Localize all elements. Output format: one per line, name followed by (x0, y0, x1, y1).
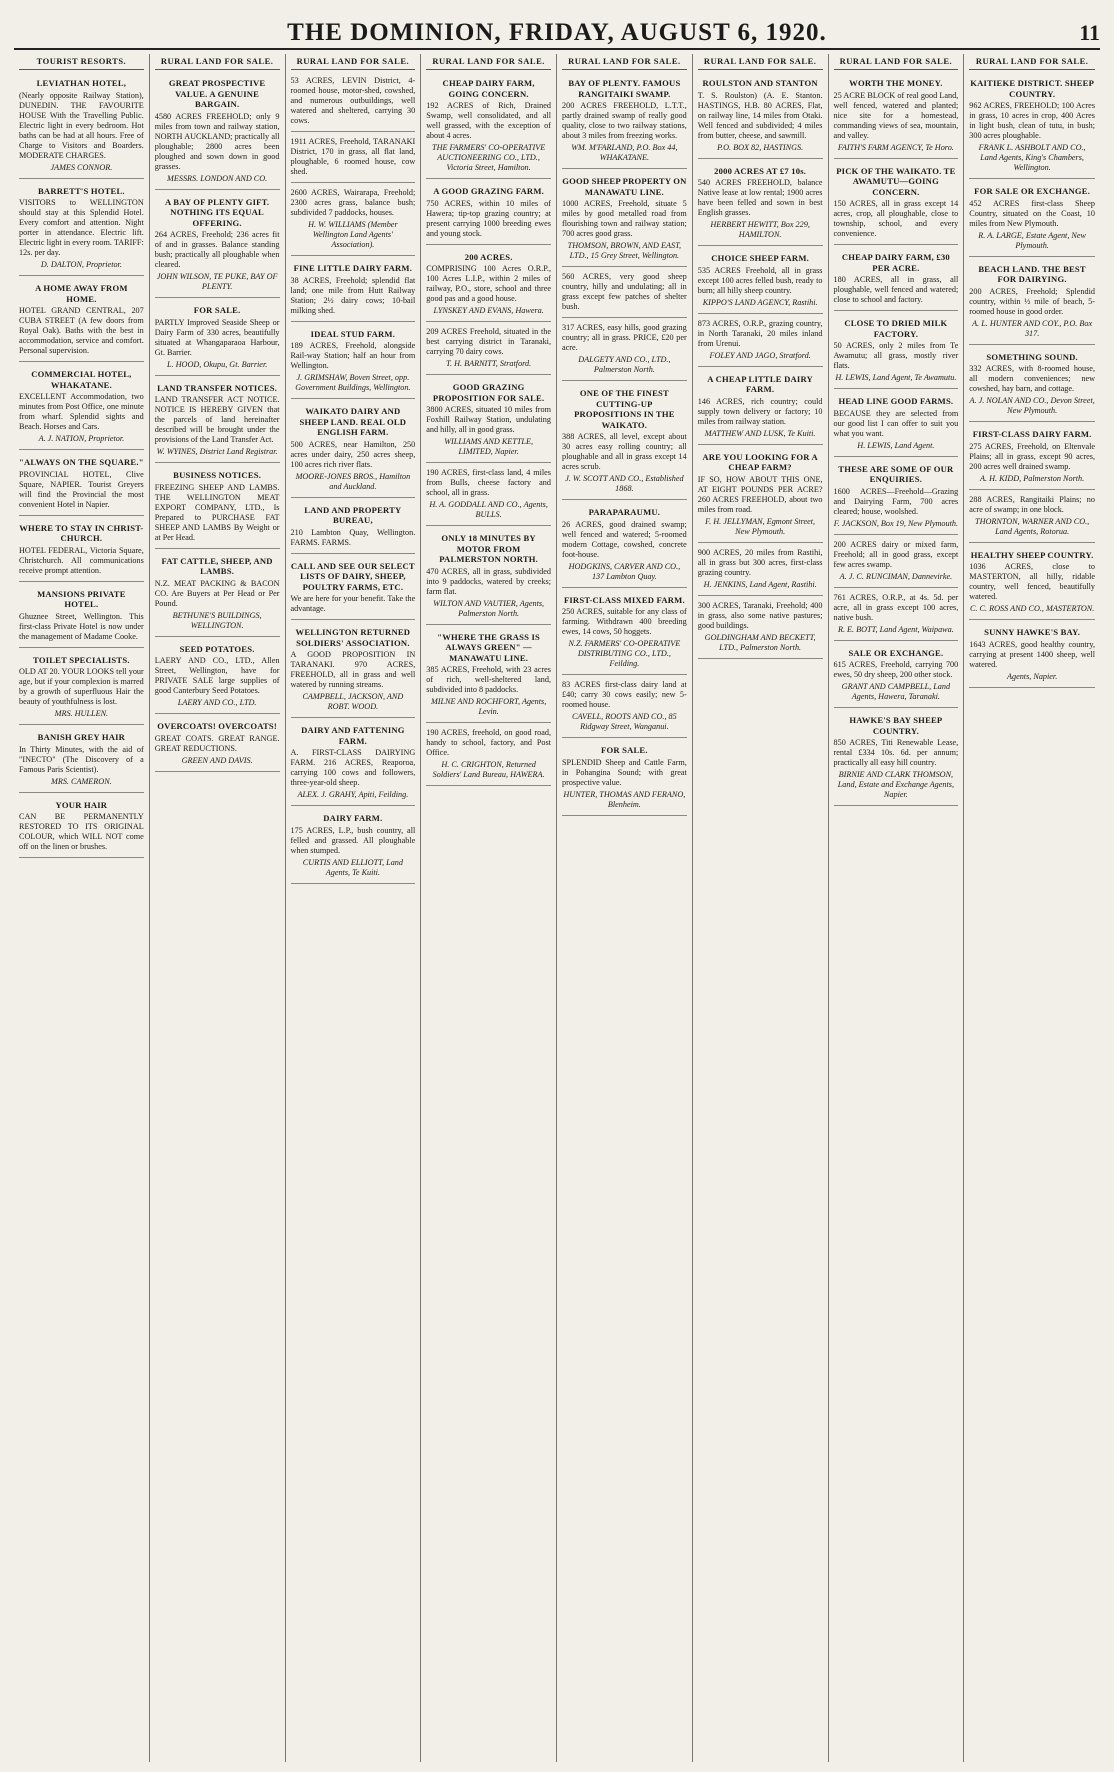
classified-ad (834, 537, 959, 588)
ad-title: TOILET SPECIALISTS. (33, 654, 130, 665)
ad-signature: HUNTER, THOMAS AND FERANO, Blenheim. (563, 789, 686, 809)
ad-title: HEAD LINE GOOD FARMS. (838, 396, 954, 407)
classified-ad (834, 73, 959, 158)
ad-title: YOUR HAIR (55, 799, 108, 810)
ad-signature: R. A. LARGE, Estate Agent, New Plymouth. (978, 230, 1086, 250)
column-6 (693, 54, 829, 1762)
ad-title: WHERE TO STAY IN CHRIST-CHURCH. (19, 522, 144, 544)
ad-signature: A. L. HUNTER AND COY., P.O. Box 317. (972, 318, 1093, 338)
ad-signature: THORNTON, WARNER AND CO., Land Agents, Rotorua. (975, 516, 1090, 536)
ad-signature: BIRNIE AND CLARK THOMSON, Land, Estate and Exchange Agents, Napier. (837, 770, 955, 800)
ad-title: BEACH LAND. THE BEST FOR DAIRYING. (978, 263, 1086, 285)
column-1 (14, 54, 150, 1762)
ad-signature: FRANK L. ASHBOLT AND CO., Land Agents, King's Chambers, Wellington. (978, 143, 1086, 173)
ad-signature: JOHN WILSON, TE PUKE, BAY OF PLENTY. (156, 272, 278, 292)
ad-signature: H. JENKINS, Land Agent, Rastihi. (703, 579, 817, 589)
classified-ad (291, 720, 416, 806)
ad-signature: H. LEWIS, Land Agent. (857, 440, 935, 450)
ad-body: 560 ACRES, very good sheep country, hilly and undulating; all in grass except few patches of shelter bush. (562, 272, 687, 312)
ad-signature: WILLIAMS AND KETTLE, LIMITED, Napier. (444, 437, 534, 457)
ad-body: PROVINCIAL HOTEL, Clive Square, NAPIER. Tourist Greyers will find the Provincial the most convenient Hotel in Napier. (19, 469, 144, 509)
ad-title: GREAT PROSPECTIVE VALUE. A GENUINE BARGAIN. (168, 78, 266, 110)
ad-signature: A. J. C. RUNCIMAN, Dannevirke. (839, 571, 953, 581)
ad-title: HEALTHY SHEEP COUNTRY. (970, 549, 1094, 560)
page-title: THE DOMINION, FRIDAY, AUGUST 6, 1920. (287, 19, 827, 46)
ad-signature: MILNE AND ROCHFORT, Agents, Levin. (430, 697, 547, 717)
classified-ad (291, 808, 416, 883)
ad-body: 873 ACRES, O.R.P., grazing country, in North Taranaki, 20 miles inland from Urenui. (697, 318, 823, 348)
ad-title: 2000 ACRES AT £7 10s. (714, 165, 807, 176)
ad-signature: MESSRS. LONDON AND CO. (167, 173, 268, 183)
ad-title: SALE OR EXCHANGE. (848, 647, 944, 658)
ad-body: 761 ACRES, O.R.P., at 4s. 5d. per acre, all in grass except 100 acres, native bush. (833, 592, 959, 622)
ad-body: 200 ACRES dairy or mixed farm, Freehold; all in good grass, except few acres swamp. (833, 539, 959, 569)
ad-body: 209 ACRES Freehold, situated in the best carrying district in Taranaki, carrying 70 dairy cows. (426, 327, 551, 357)
ad-body: 452 ACRES first-class Sheep Country, situated on the Coast, 10 miles from New Plymouth. (969, 198, 1095, 228)
classified-ad (969, 181, 1095, 256)
ad-title: GOOD SHEEP PROPERTY ON MANAWATU LINE. (562, 176, 687, 197)
ad-title: COMMERCIAL HOTEL, WHAKATANE. (31, 369, 132, 390)
ad-signature: CURTIS AND ELLIOTT, Land Agents, Te Kuiti. (302, 857, 403, 877)
ad-body: VISITORS to WELLINGTON should stay at this Splendid Hotel. Every comfort and attention. Night porter in attendance. Electric lift. Electric light in every room. TARIFF: 12s. per day. (19, 198, 144, 258)
classified-ad (155, 378, 280, 463)
ad-title: FAT CATTLE, SHEEP, AND LAMBS. (161, 555, 273, 577)
ad-body: 850 ACRES, Titi Renewable Lease, rental £334 10s. 6d. per annum; practically all easy hill country. (833, 738, 959, 768)
ad-signature: HODGKINS, CARVER AND CO., 137 Lambton Quay. (568, 561, 681, 581)
classified-ad (291, 401, 416, 497)
ad-signature: H. A. GODDALL AND CO., Agents, BULLS. (429, 500, 548, 520)
ad-body: 1600 ACRES—Freehold—Grazing and Dairying Farm, 700 acres cleared; house, woolshed. (833, 486, 959, 516)
ad-body: IF SO, HOW ABOUT THIS ONE, AT EIGHT POUNDS PER ACRE? 260 ACRES FREEHOLD, about two miles from road. (697, 474, 823, 514)
column-heading: RURAL LAND FOR SALE. (834, 54, 959, 70)
ad-title: WORTH THE MONEY. (849, 78, 943, 89)
ad-title: SOMETHING SOUND. (986, 351, 1078, 362)
classified-ad (426, 377, 551, 463)
column-heading: RURAL LAND FOR SALE. (426, 54, 551, 70)
classified-ad (291, 556, 416, 620)
ad-title: BAY OF PLENTY. FAMOUS RANGITAIKI SWAMP. (568, 78, 681, 99)
ad-body: 535 ACRES Freehold, all in grass except 100 acres felled bush, ready to burn; all hilly sheep country. (697, 265, 823, 295)
ad-title: A CHEAP LITTLE DAIRY FARM. (707, 373, 813, 395)
ad-title: 200 ACRES. (464, 251, 513, 262)
ad-signature: F. H. JELLYMAN, Egmont Street, New Plymouth. (705, 516, 816, 536)
ad-signature: GOLDINGHAM AND BECKETT, LTD., Palmerston North. (704, 632, 816, 652)
ad-signature: WILTON AND VAUTIER, Agents, Palmerston North. (433, 598, 545, 618)
classified-ad (426, 465, 551, 526)
ad-body: 200 ACRES, Freehold; Splendid country, within ½ mile of beach, 5-roomed house in good order. (969, 286, 1095, 316)
ad-title: A GOOD GRAZING FARM. (433, 186, 545, 197)
ad-title: CLOSE TO DRIED MILK FACTORY. (844, 318, 948, 339)
ad-signature: C. C. ROSS AND CO., MASTERTON. (969, 604, 1095, 614)
ad-body: 26 ACRES, good drained swamp; well fenced and watered; 5-roomed modern Cottage, cowshed, concrete foot-house. (562, 519, 687, 559)
ad-body: 1036 ACRES, close to MASTERTON, all hilly, ridable country, well fenced, beautifully watered. (969, 562, 1095, 602)
ad-body: LAND TRANSFER ACT NOTICE. NOTICE IS HEREBY GIVEN that the parcels of land hereinafter described will be brought under the provisions of the Land Transfer Act. (154, 395, 280, 445)
ad-body: 50 ACRES, only 2 miles from Te Awamutu; all grass, mostly river flats. (833, 341, 959, 371)
column-8 (964, 54, 1100, 1762)
ad-body: 317 ACRES, easy hills, good grazing country; all in grass. PRICE, £20 per acre. (562, 323, 687, 353)
classified-ad (698, 316, 823, 367)
classified-ad (969, 259, 1095, 345)
classified-ad (969, 73, 1095, 179)
ad-body: Ghuznee Street, Wellington. This first-class Private Hotel is now under the management of Madame Cooke. (19, 611, 144, 641)
ad-body: EXCELLENT Accommodation, two minutes from Post Office, one minute from wharf. Splendid sights and Beach. Horses and Cars. (19, 392, 144, 432)
ad-title: PARAPARAUMU. (588, 507, 661, 518)
ad-title: ONLY 18 MINUTES BY MOTOR FROM PALMERSTON NORTH. (439, 533, 538, 565)
classified-ad (426, 324, 551, 375)
ad-signature: F. JACKSON, Box 19, New Plymouth. (833, 518, 958, 528)
ad-body: 189 ACRES, Freehold, alongside Rail-way Station; half an hour from Wellington. (290, 341, 416, 371)
ad-signature: J. W. SCOTT AND CO., Established 1868. (565, 474, 684, 494)
ad-body: SPLENDID Sheep and Cattle Farm, in Pohangina Sound; with great prospective value. (562, 757, 687, 787)
ad-body: 250 ACRES, suitable for any class of farming. Withdrawn 400 breeding ewes, 14 cows, 50 hoggets. (562, 607, 687, 637)
ad-body: 4580 ACRES FREEHOLD; only 9 miles from town and railway station, NORTH AUCKLAND; practically all ploughable; 2800 acres been ploughed and sown down in good grasses. (154, 111, 280, 171)
ad-signature: FOLEY AND JAGO, Stratford. (709, 350, 811, 360)
classified-ad (155, 639, 280, 714)
ad-body: 2600 ACRES, Wairarapa, Freehold; 2300 acres grass, balance bush; subdivided 7 paddocks, houses. (290, 188, 416, 218)
ad-title: BANISH GREY HAIR (37, 732, 126, 743)
ad-body: 470 ACRES, all in grass, subdivided into 9 paddocks, watered by creeks; farm flat. (426, 566, 551, 596)
page-number: 11 (1079, 20, 1100, 45)
classified-ad (19, 518, 144, 582)
ad-body: 275 ACRES, Freehold, on Eltenvale Plains; all in grass, except 90 acres, 200 acres well drained swamp. (969, 441, 1095, 471)
ad-body: 83 ACRES first-class dairy land at £40; carry 30 cows easily; new 5-roomed house. (562, 680, 687, 710)
masthead (14, 18, 1100, 50)
classified-ad (562, 740, 687, 815)
classified-ad (19, 364, 144, 450)
ad-signature: L. HOOD, Okupu, Gt. Barrier. (166, 359, 268, 369)
column-heading: RURAL LAND FOR SALE. (155, 54, 280, 70)
ad-signature: MRS. CAMERON. (51, 776, 112, 786)
classified-ad (562, 171, 687, 267)
ad-title: FINE LITTLE DAIRY FARM. (293, 263, 413, 274)
classified-ad (698, 73, 823, 158)
classified-ad (155, 73, 280, 189)
ad-body: 3800 ACRES, situated 10 miles from Foxhill Railway Station, undulating and hilly, all in good grass. (426, 405, 551, 435)
ad-title: FOR SALE OR EXCHANGE. (974, 186, 1091, 197)
ad-body: A. FIRST-CLASS DAIRYING FARM. 216 ACRES, Reaporoa, carrying 100 cows and followers, three-year-old sheep. (290, 748, 416, 788)
ad-signature: THOMSON, BROWN, AND EAST, LTD., 15 Grey Street, Wellington. (567, 241, 682, 261)
ad-body: 750 ACRES, within 10 miles of Hawera; tip-top grazing country; at present carrying 1000 breeding ewes and young stock. (426, 198, 551, 238)
classified-ad (969, 492, 1095, 543)
ad-body: HOTEL FEDERAL, Victoria Square, Christchurch. All communications receive prompt attention. (19, 545, 144, 575)
ad-body: 190 ACRES, freehold, on good road, handy to school, factory, and Post Office. (426, 728, 551, 758)
ad-signature: D. DALTON, Proprietor. (40, 260, 122, 270)
ad-signature: J. GRIMSHAW, Boven Street, opp. Government Buildings, Wellington. (295, 373, 411, 393)
classified-ad (834, 313, 959, 389)
ad-title: "WHERE THE GRASS IS ALWAYS GREEN" — MANAWATU LINE. (437, 631, 540, 663)
ad-title: A HOME AWAY FROM HOME. (35, 283, 128, 304)
ad-body: 264 ACRES, Freehold; 236 acres fit of and in grasses. Balance standing bush; practically all ploughable when cleared. (154, 230, 280, 270)
classified-ad (155, 716, 280, 771)
classified-ad (698, 598, 823, 659)
ad-body: CAN BE PERMANENTLY RESTORED TO ITS ORIGINAL COLOUR, which WILL NOT come off on the linen or brushes. (19, 812, 144, 852)
ad-title: BARRETT'S HOTEL. (37, 185, 125, 196)
ad-title: KAITIEKE DISTRICT. SHEEP COUNTRY. (970, 78, 1095, 99)
ad-body: GREAT COATS. GREAT RANGE. GREAT REDUCTIONS. (154, 733, 280, 753)
classified-ad (155, 192, 280, 298)
ad-body: 962 ACRES, FREEHOLD; 100 Acres in grass, 10 acres in crop, 400 Acres in light bush, clean of tutu, in bush; 300 acres ploughable. (969, 101, 1095, 141)
ad-body: 1643 ACRES, good healthy country, carrying at present 1400 sheep, well watered. (969, 639, 1095, 669)
classified-ad (19, 181, 144, 276)
column-heading: RURAL LAND FOR SALE. (562, 54, 687, 70)
ad-signature: MRS. HULLEN. (54, 709, 109, 719)
ad-body: OLD AT 20. YOUR LOOKS tell your age, but if your complexion is marred by a growth of superfluous Hair the beauty of youthfulness is lost. (19, 667, 144, 707)
classified-ad (291, 73, 416, 132)
ad-title: WAIKATO DAIRY AND SHEEP LAND. REAL OLD ENGLISH FARM. (299, 406, 407, 438)
ad-signature: MOORE-JONES BROS., Hamilton and Auckland. (295, 471, 411, 491)
classified-ad (426, 73, 551, 179)
ad-body: We are here for your benefit. Take the advantage. (290, 594, 416, 614)
classified-ad (19, 795, 144, 858)
ad-body: COMPRISING 100 Acres O.R.P., 100 Acres L.I.P., within 2 miles of railway, P.O., store, school and three good pas and a good house. (426, 264, 551, 304)
classified-ad (834, 590, 959, 641)
ad-signature: ALEX. J. GRAHY, Apiti, Feilding. (297, 790, 409, 800)
ad-body: 150 ACRES, all in grass except 14 acres, crop, all ploughable, close to township, school, and every convenience. (833, 199, 959, 239)
column-heading: RURAL LAND FOR SALE. (291, 54, 416, 70)
ad-body: In Thirty Minutes, with the aid of "INECTO" (The Discovery of a Famous Paris Scientist). (19, 744, 144, 774)
column-4 (421, 54, 557, 1762)
ad-signature: CAVELL, ROOTS AND CO., 85 Ridgway Street, Wanganui. (571, 712, 677, 732)
ad-signature: MATTHEW AND LUSK, Te Kuiti. (704, 428, 816, 438)
ad-signature: A. H. KIDD, Palmerston North. (980, 473, 1085, 483)
ad-title: ONE OF THE FINEST CUTTING-UP PROPOSITIONS IN THE WAIKATO. (574, 388, 675, 430)
ad-body: 175 ACRES, L.P., bush country, all felled and grassed. All ploughable when stumped. (290, 825, 416, 855)
ad-signature: HERBERT HEWITT, Box 229, HAMILTON. (710, 220, 810, 240)
ad-signature: A. J. NATION, Proprietor. (38, 434, 125, 444)
column-heading: RURAL LAND FOR SALE. (969, 54, 1095, 70)
classified-ad (562, 677, 687, 738)
classified-ad (291, 622, 416, 718)
ad-title: CHOICE SHEEP FARM. (711, 253, 809, 264)
classified-ad (698, 161, 823, 246)
classified-ad (19, 73, 144, 178)
ad-title: HAWKE'S BAY SHEEP COUNTRY. (849, 715, 943, 736)
ad-signature: LYNSKEY AND EVANS, Hawera. (433, 306, 544, 316)
ad-body: 300 ACRES, Taranaki, Freehold; 400 in grass, also some native pastures; good buildings. (697, 600, 823, 630)
classified-ad (562, 590, 687, 675)
classified-ad (562, 269, 687, 318)
classified-ad (155, 300, 280, 375)
ad-title: BUSINESS NOTICES. (173, 470, 262, 481)
classified-ad (969, 622, 1095, 687)
classified-ad (291, 500, 416, 554)
ad-title: FOR SALE. (193, 305, 241, 316)
ad-signature: T. H. BARNITT, Stratford. (446, 359, 532, 369)
ad-body: 146 ACRES, rich country; could supply town delivery or factory; 10 miles from railway station. (697, 396, 823, 426)
classified-ad (698, 248, 823, 313)
ad-signature: CAMPBELL, JACKSON, AND ROBT. WOOD. (302, 692, 404, 712)
classified-ad (834, 710, 959, 806)
ad-title: OVERCOATS! OVERCOATS! (157, 721, 277, 732)
ad-title: A BAY OF PLENTY GIFT. NOTHING ITS EQUAL OFFERING. (165, 196, 270, 228)
classified-ad (834, 459, 959, 535)
ad-title: FIRST-CLASS MIXED FARM. (563, 594, 685, 605)
classified-ad (19, 650, 144, 725)
ad-body: HOTEL GRAND CENTRAL, 207 CUBA STREET (A few doors from Royal Oak). Baths with the best in accommodation, service and comfort. Personal supervision. (19, 306, 144, 356)
ad-body: 385 ACRES, Freehold, with 23 acres of rich, well-sheltered land, subdivided into 8 paddocks. (426, 665, 551, 695)
ad-body: FREEZING SHEEP AND LAMBS. THE WELLINGTON MEAT EXPORT COMPANY, LTD., Is Prepared to PURCHASE FAT SHEEP AND LAMBS By Weight or at Per Head. (154, 482, 280, 542)
column-7 (829, 54, 965, 1762)
ad-title: GOOD GRAZING PROPOSITION FOR SALE. (432, 382, 545, 403)
classified-ad (562, 73, 687, 169)
classified-ad (19, 278, 144, 362)
ad-body: N.Z. MEAT PACKING & BACON CO. Are Buyers at Per Head or Per Pound. (154, 578, 280, 608)
ad-body: 288 ACRES, Rangitaiki Plains; no acre of swamp; in one block. (969, 494, 1095, 514)
ad-body: (Nearly opposite Railway Station), DUNEDIN. THE FAVOURITE HOUSE With the Travelling Public. Electric light in every bedroom. Hot baths can be had at all hours. Free of Charge to Visitors and Boarders. MODERATE CHARGES. (19, 90, 144, 160)
ad-body: 190 ACRES, first-class land, 4 miles from Bulls, cheese factory and school, all in grass. (426, 468, 551, 498)
ad-body: 540 ACRES FREEHOLD, balance Native lease at low rental; 1900 acres have been felled and sown in best English grasses. (697, 178, 823, 218)
classified-ad (834, 391, 959, 456)
ad-signature: W. WYINES, District Land Registrar. (156, 447, 278, 457)
ad-body: 25 ACRE BLOCK of real good Land, well fenced, watered and planted; nice site for a homestead, commanding views of sea, mountain, and valley. (833, 90, 959, 140)
ad-title: LAND AND PROPERTY BUREAU, (304, 504, 402, 526)
classified-ad (155, 465, 280, 548)
ad-title: LAND TRANSFER NOTICES. (157, 382, 278, 393)
ad-signature: DALGETY AND CO., LTD., Palmerston North. (578, 355, 671, 375)
classified-ad (19, 727, 144, 792)
ad-body: 180 ACRES, all in grass, all ploughable, well fenced and watered; close to school and factory. (833, 275, 959, 305)
ad-body: 1911 ACRES, Freehold, TARANAKI District, 170 in grass, all flat land, ploughable, 6 roomed house, cow shed. (290, 137, 416, 177)
column-5 (557, 54, 693, 1762)
columns-container (14, 54, 1100, 1762)
ad-body: T. S. Roulston) (A. E. Stanton. HASTINGS, H.B. 80 ACRES, Flat, on railway line, 14 miles from Otaki. Well fenced and subdivided; 4 miles from butter, cheese, and sawmill. (697, 90, 823, 140)
classified-ad (834, 247, 959, 311)
classified-ad (291, 258, 416, 321)
ad-signature: WM. M'FARLAND, P.O. Box 44, WHAKATANE. (571, 143, 678, 163)
ad-signature: JAMES CONNOR. (50, 162, 113, 172)
ad-signature: H. C. CRIGHTON, Returned Soldiers' Land Bureau, HAWERA. (432, 760, 545, 780)
ad-title: ROULSTON AND STANTON (702, 78, 818, 89)
classified-ad (426, 528, 551, 624)
classified-ad (291, 324, 416, 399)
classified-ad (19, 584, 144, 648)
ad-title: THESE ARE SOME OF OUR ENQUIRIES. (838, 463, 954, 485)
classified-ad (698, 447, 823, 543)
ad-body: 615 ACRES, Freehold, carrying 700 ewes, 50 dry sheep, 200 other stock. (833, 660, 959, 680)
ad-signature: H. W. WILLIAMS (Member Wellington Land Agents' Association). (308, 220, 398, 250)
column-heading: TOURIST RESORTS. (19, 54, 144, 70)
ad-body: 1000 ACRES, Freehold, situate 5 miles by good metalled road from flourishing town and railway station; 700 acres good grass. (562, 199, 687, 239)
ad-title: ARE YOU LOOKING FOR A CHEAP FARM? (702, 451, 818, 473)
ad-body: 900 ACRES, 20 miles from Rastihi, all in grass but 300 acres, first-class grazing country. (697, 547, 823, 577)
classified-ad (834, 643, 959, 708)
ad-title: IDEAL STUD FARM. (310, 328, 396, 339)
classified-ad (426, 247, 551, 322)
ad-signature: BETHUNE'S BUILDINGS, WELLINGTON. (172, 610, 262, 630)
classified-ad (562, 383, 687, 500)
classified-ad (834, 161, 959, 245)
ad-title: SEED POTATOES. (179, 643, 255, 654)
ad-body: 332 ACRES, with 8-roomed house, all modern conveniences; new cowshed, hay barn, and cottage. (969, 364, 1095, 394)
classified-ad (562, 320, 687, 381)
ad-signature: GRANT AND CAMPBELL, Land Agents, Hawera, Taranaki. (841, 682, 951, 702)
ad-title: PICK OF THE WAIKATO. TE AWAMUTU—GOING CONCERN. (836, 165, 956, 197)
classified-ad (291, 185, 416, 256)
column-3 (286, 54, 422, 1762)
ad-body: 192 ACRES of Rich, Drained Swamp, well consolidated, and all well grassed, with the exception of about 4 acres. (426, 101, 551, 141)
ad-body: 500 ACRES, near Hamilton, 250 acres under dairy, 250 acres sheep, 100 acres rich river flats. (290, 439, 416, 469)
ad-title: WELLINGTON RETURNED SOLDIERS' ASSOCIATION. (295, 627, 411, 648)
ad-title: CHEAP DAIRY FARM, £30 PER ACRE. (841, 252, 950, 273)
ad-body: 388 ACRES, all level, except about 30 acres easy rolling country; all ploughable and all in grass except 14 acres scrub. (562, 432, 687, 472)
ad-signature: P.O. BOX 82, HASTINGS. (717, 142, 804, 152)
ad-body: PARTLY Improved Seaside Sheep or Dairy Farm of 330 acres, beautifully situated at Whangaparaoa Harbour, Gt. Barrier. (154, 317, 280, 357)
classified-ad (969, 424, 1095, 489)
classified-ad (698, 369, 823, 445)
classified-ad (291, 134, 416, 183)
ad-title: DAIRY FARM. (323, 813, 383, 824)
ad-title: CALL AND SEE OUR SELECT LISTS OF DAIRY, SHEEP, POULTRY FARMS, ETC. (290, 560, 415, 592)
ad-signature: R. E. BOTT, Land Agent, Waipawa. (837, 624, 954, 634)
ad-signature: KIPPO'S LAND AGENCY, Rastihi. (702, 297, 818, 307)
classified-ad (426, 181, 551, 244)
classified-ad (155, 551, 280, 637)
ad-title: DAIRY AND FATTENING FARM. (301, 725, 405, 746)
classified-ad (562, 502, 687, 587)
ad-signature: Agents, Napier. (1006, 671, 1058, 681)
ad-signature: N.Z. FARMERS' CO-OPERATIVE DISTRIBUTING CO., LTD., Feilding. (568, 639, 681, 669)
ad-signature: GREEN AND DAVIS. (181, 755, 253, 765)
ad-body: BECAUSE they are selected from our good list I can offer to suit you what you want. (833, 408, 959, 438)
ad-body: 53 ACRES, LEVIN District, 4-roomed house, motor-shed, cowshed, and numerous outbuildings, well watered and sheltered, carrying 30 cows. (290, 76, 416, 126)
ad-body: 210 Lambton Quay, Wellington. FARMS. FARMS. (290, 527, 416, 547)
ad-title: CHEAP DAIRY FARM, GOING CONCERN. (442, 78, 535, 99)
classified-ad (426, 725, 551, 786)
ad-signature: H. LEWIS, Land Agent, Te Awamutu. (835, 373, 957, 383)
ad-title: FIRST-CLASS DAIRY FARM. (972, 429, 1092, 440)
ad-body: A GOOD PROPOSITION IN TARANAKI. 970 ACRES, FREEHOLD, all in grass and well watered by running streams. (290, 650, 416, 690)
ad-body: 200 ACRES FREEHOLD, L.T.T., partly drained swamp of really good quality, close to two railway stations, about 3 miles from freezing works. (562, 101, 687, 141)
ad-body: 38 ACRES, Freehold; splendid flat land; one mile from Hutt Railway Station; 2½ dairy cows; 10-bail milking shed. (290, 275, 416, 315)
ad-signature: THE FARMERS' CO-OPERATIVE AUCTIONEERING CO., LTD., Victoria Street, Hamilton. (432, 143, 546, 173)
ad-title: LEVIATHAN HOTEL, (36, 78, 127, 89)
ad-title: MANSIONS PRIVATE HOTEL. (37, 588, 126, 610)
classified-ad (969, 545, 1095, 620)
classified-ad (969, 347, 1095, 422)
classified-ad (698, 545, 823, 596)
classified-ad (426, 627, 551, 723)
ad-signature: LAERY AND CO., LTD. (177, 698, 257, 708)
ad-signature: A. J. NOLAN AND CO., Devon Street, New Plymouth. (969, 396, 1095, 416)
ad-signature: FAITH'S FARM AGENCY, Te Horo. (837, 142, 954, 152)
ad-title: SUNNY HAWKE'S BAY. (984, 627, 1081, 638)
classified-ad (19, 452, 144, 515)
ad-body: LAERY AND CO., LTD., Allen Street, Wellington, have for PRIVATE SALE large supplies of good Canterbury Seed Potatoes. (154, 656, 280, 696)
column-heading: RURAL LAND FOR SALE. (698, 54, 823, 70)
ad-title: "ALWAYS ON THE SQUARE." (19, 457, 144, 468)
column-2 (150, 54, 286, 1762)
ad-title: FOR SALE. (601, 745, 648, 756)
